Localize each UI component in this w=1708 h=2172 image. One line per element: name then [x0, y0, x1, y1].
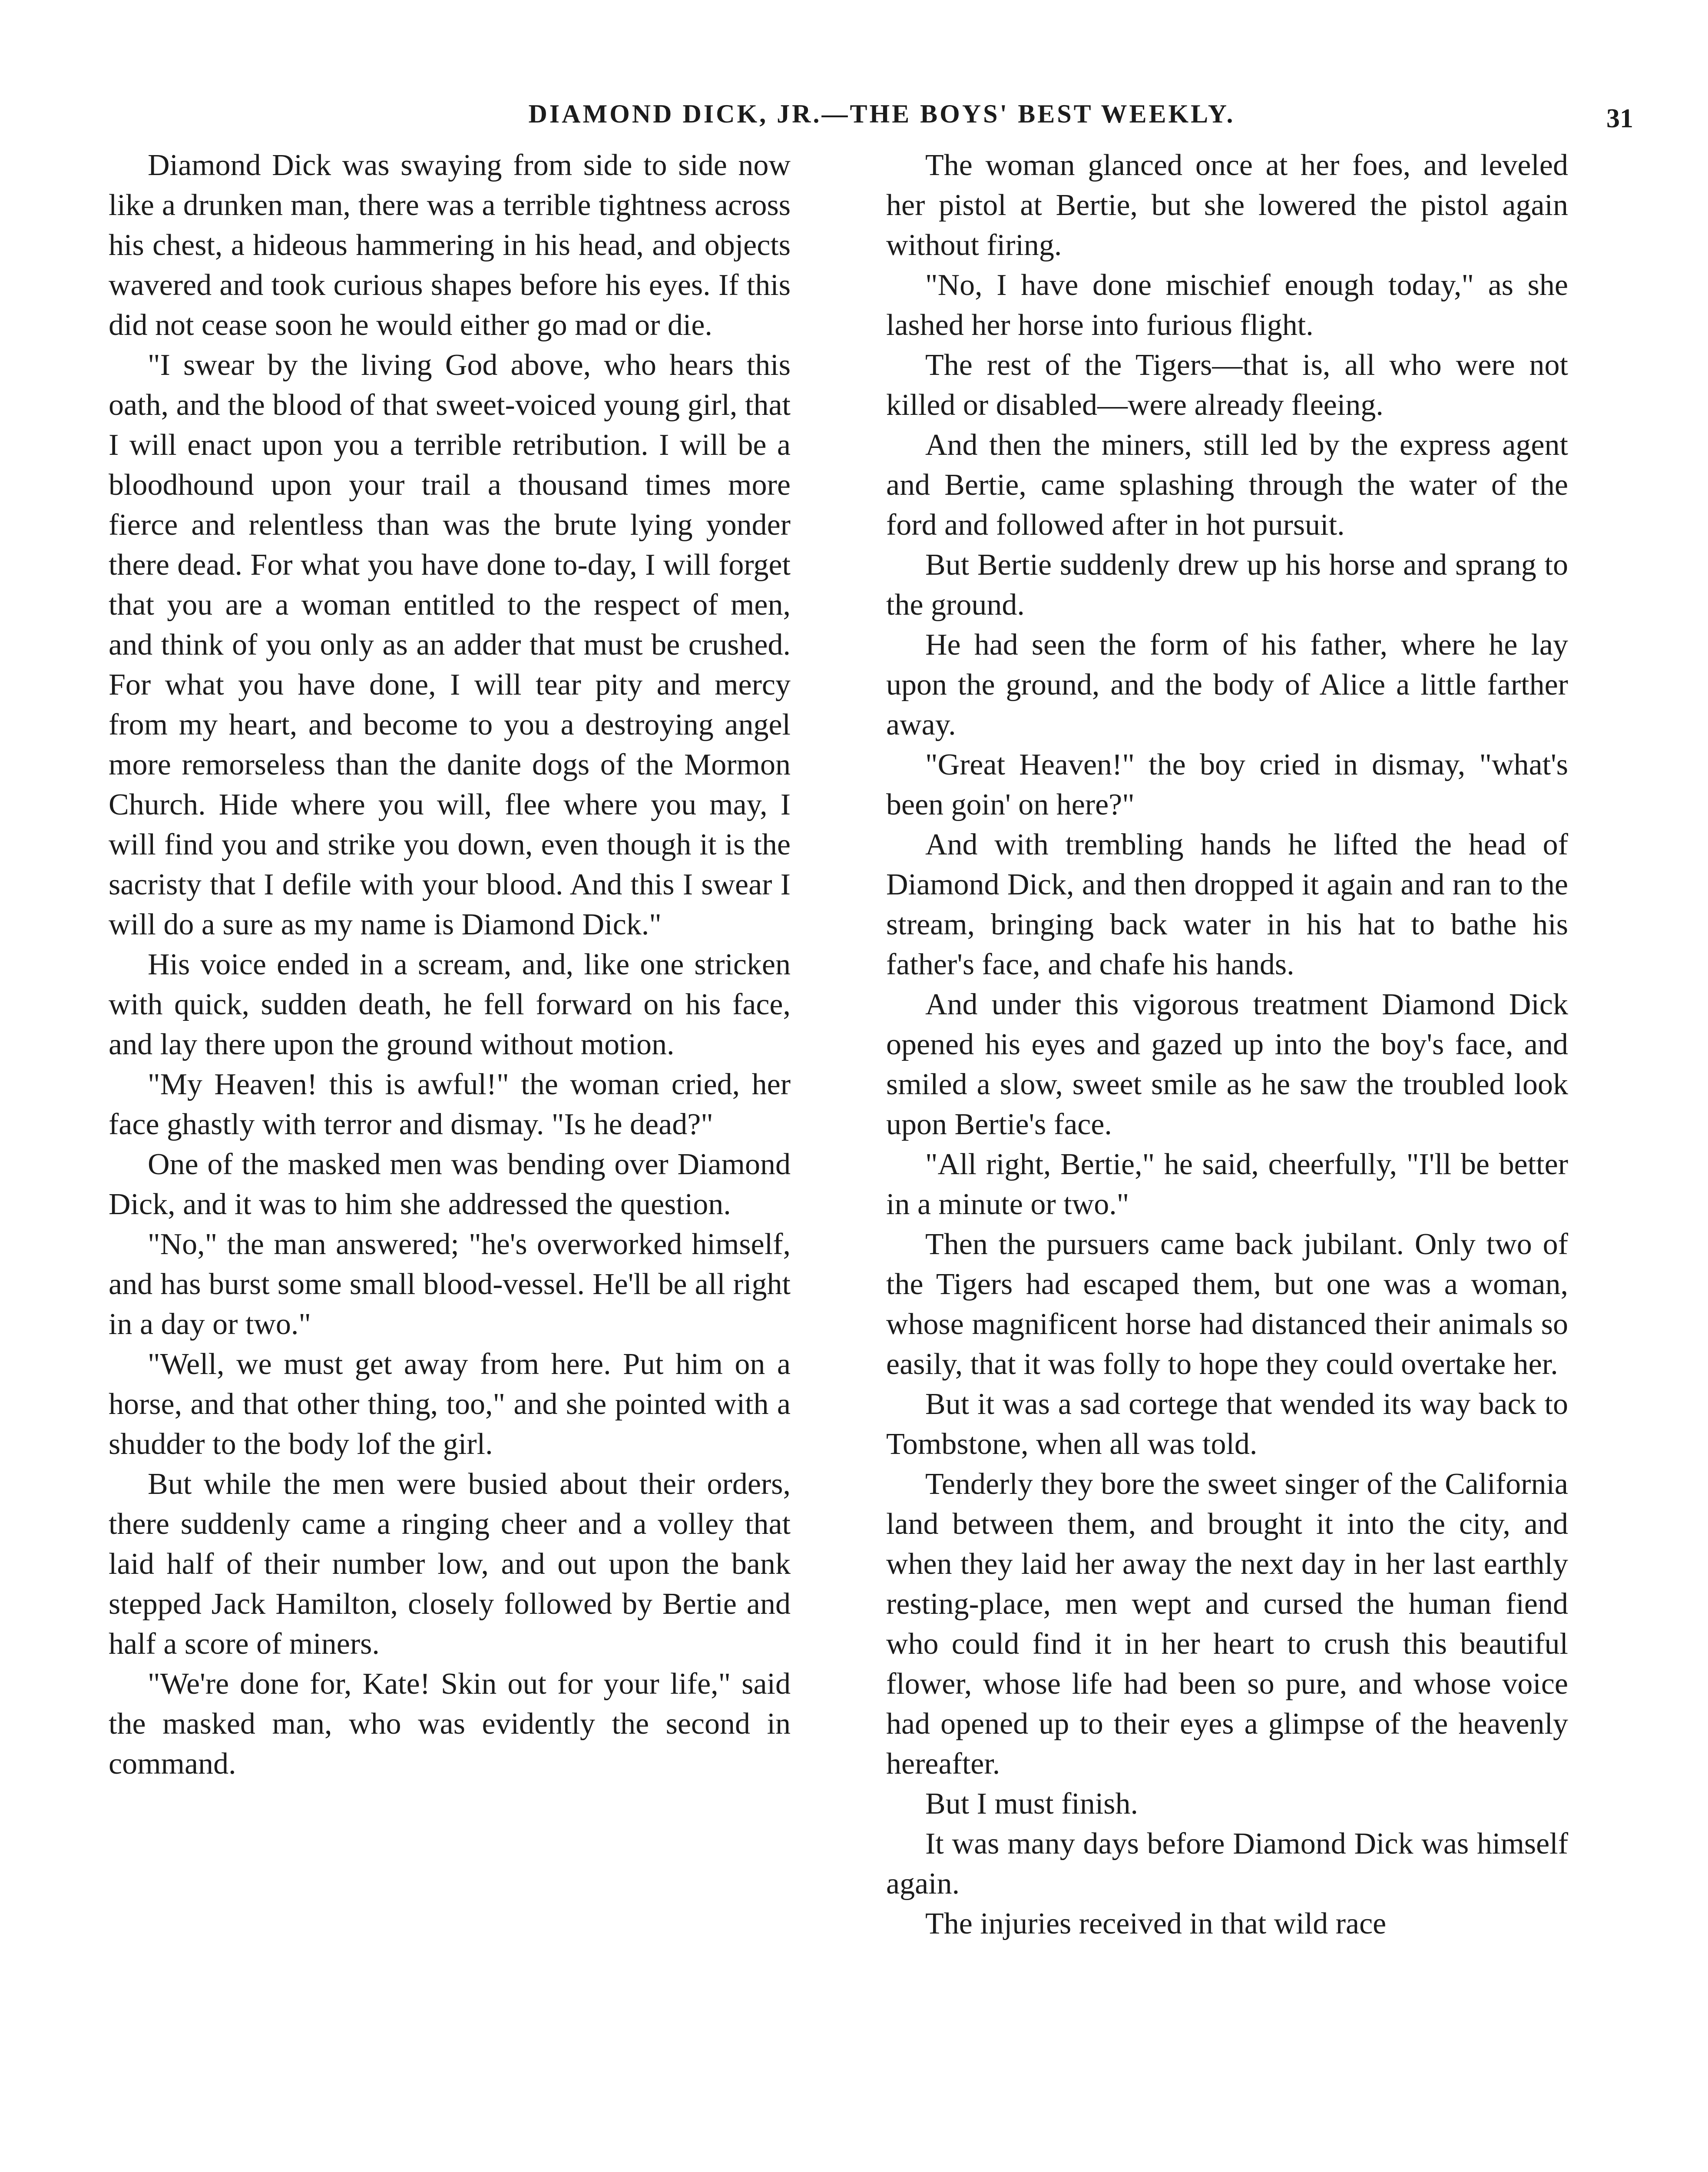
- paragraph: "All right, Bertie," he said, cheerfully, "I'll be better in a minute or two.": [886, 1148, 1568, 1221]
- paragraph: His voice ended in a scream, and, like one stricken with quick, sudden death, he fell forward on his face, and lay there upon the ground without motion.: [109, 948, 791, 1061]
- left-column: [109, 146, 791, 1784]
- page-number: 31: [1606, 104, 1633, 133]
- paragraph: One of the masked men was bending over Diamond Dick, and it was to him she addressed the question.: [109, 1148, 791, 1221]
- paragraph: "No," the man answered; "he's overworked himself, and has burst some small blood-vessel. He'll be all right in a day or two.": [109, 1228, 791, 1341]
- paragraph: And under this vigorous treatment Diamond Dick opened his eyes and gazed up into the boy's face, and smiled a slow, sweet smile as he saw the troubled look upon Bertie's face.: [886, 988, 1568, 1141]
- paragraph: "We're done for, Kate! Skin out for your life," said the masked man, who was evidently the second in command.: [109, 1667, 791, 1781]
- paragraph: And then the miners, still led by the express agent and Bertie, came splashing through the water of the ford and followed after in hot pursuit.: [886, 428, 1568, 542]
- running-header: [143, 99, 1633, 138]
- paragraph: "My Heaven! this is awful!" the woman cried, her face ghastly with terror and dismay. "Is he dead?": [109, 1068, 791, 1141]
- paragraph: But while the men were busied about their orders, there suddenly came a ringing cheer and a volley that laid half of their number low, and out upon the bank stepped Jack Hamilton, closely followed by Bertie and half a score of miners.: [109, 1467, 791, 1661]
- paragraph: And with trembling hands he lifted the head of Diamond Dick, and then dropped it again and ran to the stream, bringing back water in his hat to bathe his father's face, and chafe his hands.: [886, 828, 1568, 981]
- paragraph: Diamond Dick was swaying from side to side now like a drunken man, there was a terrible tightness across his chest, a hideous hammering in his head, and objects wavered and took curious shapes before his eyes. If this did not cease soon he would either go mad or die.: [109, 149, 791, 342]
- paragraph: But I must finish.: [925, 1787, 1139, 1821]
- paragraph: The injuries received in that wild race: [925, 1907, 1387, 1940]
- paragraph: Tenderly they bore the sweet singer of the California land between them, and brought it into the city, and when they laid her away the next day in her last earthly resting-place, men wept and cursed the human fiend who could find it in her heart to crush this beautiful flower, whose life had been so pure, and whose voice had opened up to their eyes a glimpse of the heavenly hereafter.: [886, 1467, 1568, 1781]
- paragraph: "I swear by the living God above, who hears this oath, and the blood of that sweet-voiced young girl, that I will enact upon you a terrible retribution. I will be a bloodhound upon your trail a thousand times more fierce and relentless than was the brute lying yonder there dead. For what you have done to-day, I will forget that you are a woman entitled to the respect of men, and think of you only as an adder that must be crushed. For what you have done, I will tear pity and mercy from my heart, and become to you a destroying angel more remorseless than the danite dogs of the Mormon Church. Hide where you will, flee where you may, I will find you and strike you down, even though it is the sacristy that I defile with your blood. And this I swear I will do a sure as my name is Diamond Dick.": [109, 348, 791, 941]
- paragraph: He had seen the form of his father, where he lay upon the ground, and the body of Alice a little farther away.: [886, 628, 1568, 742]
- paragraph: But Bertie suddenly drew up his horse and sprang to the ground.: [886, 548, 1568, 622]
- paragraph: The woman glanced once at her foes, and leveled her pistol at Bertie, but she lowered the pistol again without firing.: [886, 149, 1568, 262]
- right-column: [886, 146, 1568, 1944]
- paragraph: "No, I have done mischief enough today," as she lashed her horse into furious flight.: [886, 268, 1568, 342]
- header-title: DIAMOND DICK, JR.—THE BOYS' BEST WEEKLY.: [528, 99, 1235, 128]
- paragraph: But it was a sad cortege that wended its way back to Tombstone, when all was told.: [886, 1387, 1568, 1461]
- paragraph: It was many days before Diamond Dick was himself again.: [886, 1827, 1568, 1900]
- paragraph: "Great Heaven!" the boy cried in dismay, "what's been goin' on here?": [886, 748, 1568, 821]
- paragraph: The rest of the Tigers—that is, all who were not killed or disabled—were already fleeing.: [886, 348, 1568, 422]
- paragraph: "Well, we must get away from here. Put him on a horse, and that other thing, too," and she pointed with a shudder to the body lof the girl.: [109, 1348, 791, 1461]
- paragraph: Then the pursuers came back jubilant. Only two of the Tigers had escaped them, but one was a woman, whose magnificent horse had distanced their animals so easily, that it was folly to hope they could overtake her.: [886, 1228, 1568, 1381]
